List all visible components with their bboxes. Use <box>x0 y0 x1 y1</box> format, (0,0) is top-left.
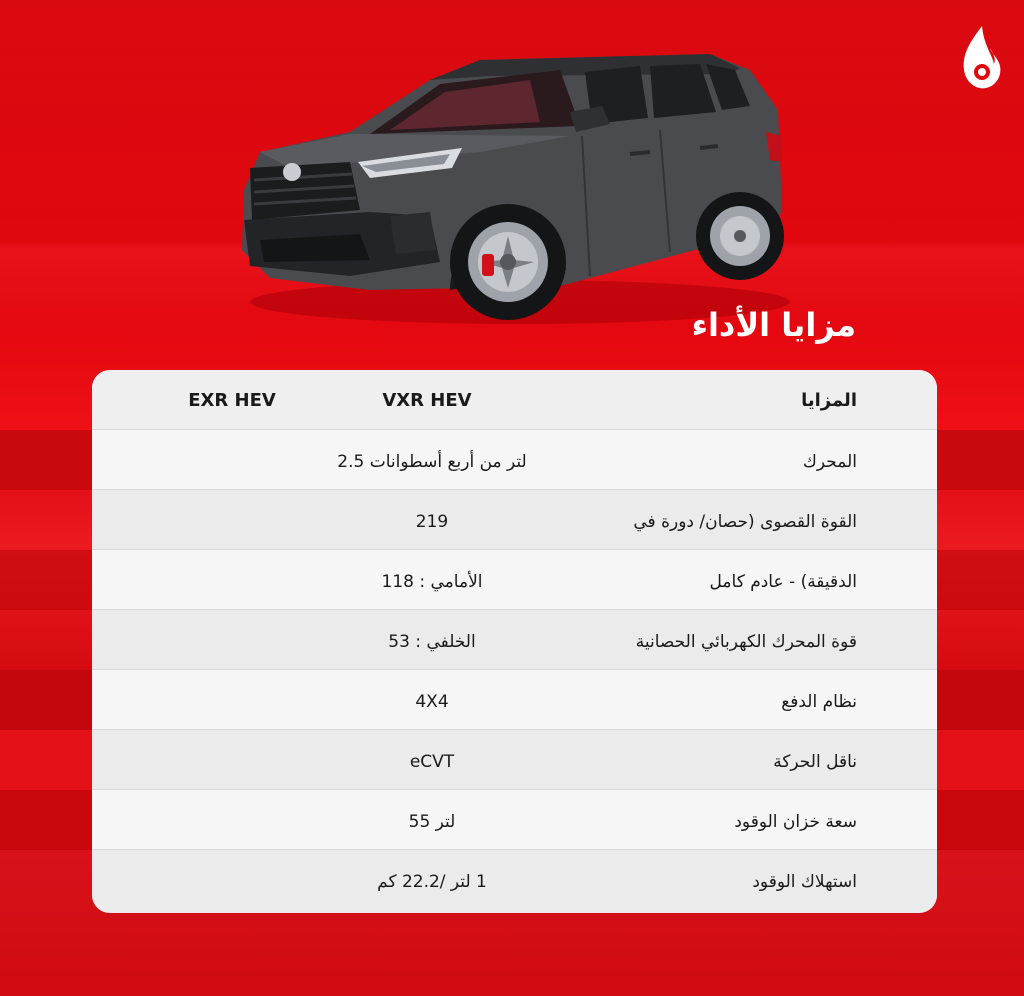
table-row <box>92 730 937 790</box>
table-row <box>92 850 937 913</box>
table-header-row <box>92 370 937 430</box>
specs-table <box>92 370 937 913</box>
flame-logo-icon <box>960 24 1002 92</box>
row-feature: المحرك <box>802 452 857 472</box>
row-value: eCVT <box>409 752 455 772</box>
row-value: لتر 55 <box>408 812 456 832</box>
row-feature: سعة خزان الوقود <box>734 812 857 832</box>
row-value: الخلفي : 53 <box>388 632 476 652</box>
row-value: 1 لتر /22.2 كم <box>377 872 487 892</box>
table-row <box>92 610 937 670</box>
row-feature: الدقيقة) - عادم كامل <box>709 572 857 592</box>
table-row <box>92 550 937 610</box>
header-vxr-hev: VXR HEV <box>382 390 472 411</box>
row-value: 219 <box>415 512 449 532</box>
table-row <box>92 430 937 490</box>
table-row <box>92 490 937 550</box>
row-feature: نظام الدفع <box>781 692 857 712</box>
row-feature: القوة القصوى (حصان/ دورة في <box>633 512 857 532</box>
row-value: 4X4 <box>415 692 449 712</box>
table-row <box>92 670 937 730</box>
row-feature: قوة المحرك الكهربائي الحصانية <box>635 632 857 652</box>
section-title: مزايا الأداء <box>691 306 856 344</box>
header-exr-hev: EXR HEV <box>188 390 276 411</box>
suv-car-image <box>230 40 790 330</box>
row-value: الأمامي : 118 <box>381 572 483 592</box>
table-row <box>92 790 937 850</box>
row-feature: ناقل الحركة <box>773 752 857 772</box>
row-feature: استهلاك الوقود <box>752 872 857 892</box>
header-feature: المزايا <box>801 390 857 411</box>
row-value: لتر من أربع أسطوانات 2.5 <box>337 452 527 472</box>
